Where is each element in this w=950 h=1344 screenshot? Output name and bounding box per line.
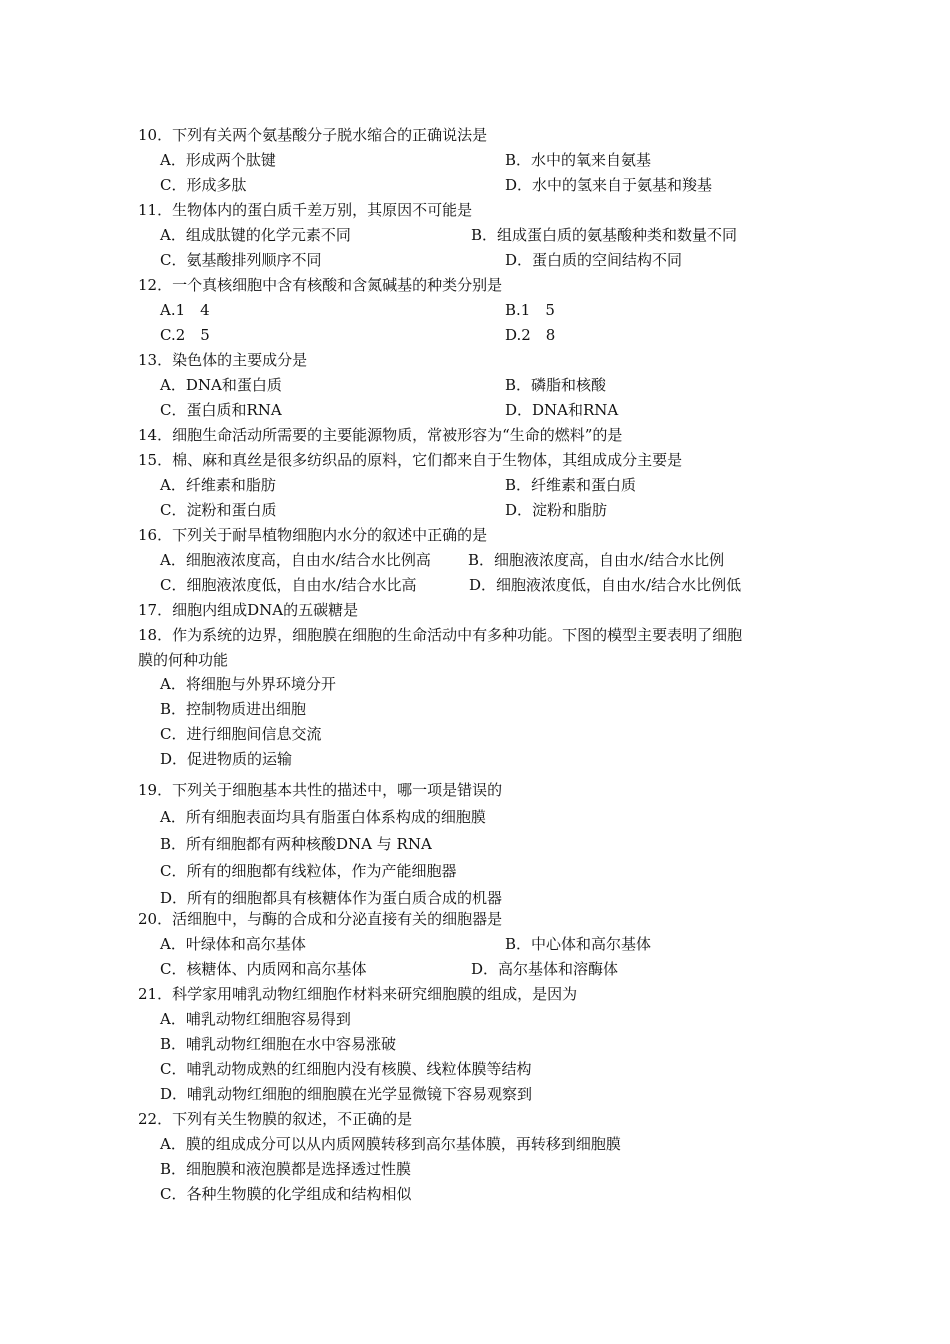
- question-12-stem-line: [0, 273, 950, 297]
- option-c: C．核糖体、内质网和高尔基体: [160, 960, 367, 978]
- option-row: [0, 248, 950, 272]
- question-14-stem-line: [0, 423, 950, 447]
- option-d: D．DNA和RNA: [505, 401, 619, 419]
- option-d: D．促进物质的运输: [160, 750, 293, 768]
- question-stem: 10．下列有关两个氨基酸分子脱水缩合的正确说法是: [138, 126, 488, 144]
- question-stem: 12．一个真核细胞中含有核酸和含氮碱基的种类分别是: [138, 276, 503, 294]
- option-c: C．形成多肽: [160, 176, 247, 194]
- question-18-stem-line-2: [0, 648, 950, 672]
- option-b: B．哺乳动物红细胞在水中容易涨破: [160, 1035, 397, 1053]
- option-row: [0, 1182, 950, 1206]
- option-row: [0, 722, 950, 746]
- option-c: C．进行细胞间信息交流: [160, 725, 322, 743]
- question-stem: 15．棉、麻和真丝是很多纺织品的原料，它们都来自于生物体，其组成成分主要是: [138, 451, 683, 469]
- question-stem: 22．下列有关生物膜的叙述，不正确的是: [138, 1110, 413, 1128]
- option-a: A．所有细胞表面均具有脂蛋白体系构成的细胞膜: [160, 808, 486, 826]
- option-a: A．哺乳动物红细胞容易得到: [160, 1010, 351, 1028]
- option-c: C.2 5: [160, 326, 210, 344]
- option-row: [0, 573, 950, 597]
- option-row: [0, 1082, 950, 1106]
- question-stem: 16．下列关于耐旱植物细胞内水分的叙述中正确的是: [138, 526, 488, 544]
- option-c: C．细胞液浓度低，自由水/结合水比高: [160, 576, 417, 594]
- option-row: [0, 148, 950, 172]
- option-c: C．氨基酸排列顺序不同: [160, 251, 322, 269]
- question-stem: 17．细胞内组成DNA的五碳糖是: [138, 601, 359, 619]
- option-a: A．将细胞与外界环境分开: [160, 675, 336, 693]
- option-b: B．所有细胞都有两种核酸DNA 与 RNA: [160, 835, 432, 853]
- option-a: A．纤维素和脂肪: [160, 476, 276, 494]
- option-c: C．哺乳动物成熟的红细胞内没有核膜、线粒体膜等结构: [160, 1060, 532, 1078]
- option-d: D．水中的氢来自于氨基和羧基: [505, 176, 713, 194]
- question-10-stem-line: [0, 123, 950, 147]
- option-row: [0, 1057, 950, 1081]
- option-row: [0, 859, 950, 883]
- option-row: [0, 373, 950, 397]
- option-row: [0, 957, 950, 981]
- option-b: B．中心体和高尔基体: [505, 935, 652, 953]
- option-row: [0, 805, 950, 829]
- question-stem: 19．下列关于细胞基本共性的描述中，哪一项是错误的: [138, 781, 503, 799]
- question-20-stem-line: [0, 907, 950, 931]
- option-row: [0, 298, 950, 322]
- option-a: A．形成两个肽键: [160, 151, 276, 169]
- option-row: [0, 1007, 950, 1031]
- option-d: D.2 8: [505, 326, 556, 344]
- option-row: [0, 1132, 950, 1156]
- option-d: D．哺乳动物红细胞的细胞膜在光学显微镜下容易观察到: [160, 1085, 533, 1103]
- option-d: D．淀粉和脂肪: [505, 501, 608, 519]
- option-row: [0, 473, 950, 497]
- option-d: D．高尔基体和溶酶体: [471, 960, 619, 978]
- option-c: C．各种生物膜的化学组成和结构相似: [160, 1185, 412, 1203]
- question-stem: 14．细胞生命活动所需要的主要能源物质，常被形容为“生命的燃料”的是: [138, 426, 623, 444]
- option-b: B．纤维素和蛋白质: [505, 476, 637, 494]
- question-19-stem-line: [0, 778, 950, 802]
- option-c: C．所有的细胞都有线粒体，作为产能细胞器: [160, 862, 457, 880]
- option-a: A．细胞液浓度高，自由水/结合水比例高: [160, 551, 431, 569]
- option-row: [0, 548, 950, 572]
- option-d: D．细胞液浓度低，自由水/结合水比例低: [469, 576, 742, 594]
- option-row: [0, 173, 950, 197]
- question-13-stem-line: [0, 348, 950, 372]
- option-row: [0, 672, 950, 696]
- option-d: D．蛋白质的空间结构不同: [505, 251, 683, 269]
- option-row: [0, 498, 950, 522]
- option-b: B．细胞膜和液泡膜都是选择透过性膜: [160, 1160, 412, 1178]
- question-17-stem-line: [0, 598, 950, 622]
- option-b: B．组成蛋白质的氨基酸种类和数量不同: [471, 226, 738, 244]
- option-row: [0, 932, 950, 956]
- option-row: [0, 323, 950, 347]
- option-row: [0, 223, 950, 247]
- option-a: A.1 4: [160, 301, 210, 319]
- option-a: A．叶绿体和高尔基体: [160, 935, 306, 953]
- option-b: B．水中的氧来自氨基: [505, 151, 652, 169]
- question-stem: 18．作为系统的边界，细胞膜在细胞的生命活动中有多种功能。下图的模型主要表明了细胞: [138, 626, 743, 644]
- question-stem-continued: 膜的何种功能: [138, 651, 229, 669]
- question-stem: 13．染色体的主要成分是: [138, 351, 308, 369]
- option-row: [0, 747, 950, 771]
- option-row: [0, 697, 950, 721]
- question-11-stem-line: [0, 198, 950, 222]
- option-a: A．组成肽键的化学元素不同: [160, 226, 351, 244]
- option-a: A．膜的组成成分可以从内质网膜转移到高尔基体膜，再转移到细胞膜: [160, 1135, 621, 1153]
- question-16-stem-line: [0, 523, 950, 547]
- option-row: [0, 398, 950, 422]
- question-stem: 20．活细胞中，与酶的合成和分泌直接有关的细胞器是: [138, 910, 503, 928]
- option-row: [0, 1032, 950, 1056]
- option-b: B.1 5: [505, 301, 555, 319]
- question-15-stem-line: [0, 448, 950, 472]
- question-stem: 11．生物体内的蛋白质千差万别，其原因不可能是: [138, 201, 473, 219]
- option-c: C．淀粉和蛋白质: [160, 501, 277, 519]
- option-row: [0, 832, 950, 856]
- question-18-stem-line: [0, 623, 950, 647]
- option-row: [0, 1157, 950, 1181]
- option-d: D．所有的细胞都具有核糖体作为蛋白质合成的机器: [160, 889, 503, 907]
- question-21-stem-line: [0, 982, 950, 1006]
- question-stem: 21．科学家用哺乳动物红细胞作材料来研究细胞膜的组成，是因为: [138, 985, 578, 1003]
- option-a: A．DNA和蛋白质: [160, 376, 282, 394]
- option-c: C．蛋白质和RNA: [160, 401, 282, 419]
- question-22-stem-line: [0, 1107, 950, 1131]
- option-b: B．控制物质进出细胞: [160, 700, 307, 718]
- option-b: B．细胞液浓度高，自由水/结合水比例: [468, 551, 725, 569]
- option-b: B．磷脂和核酸: [505, 376, 607, 394]
